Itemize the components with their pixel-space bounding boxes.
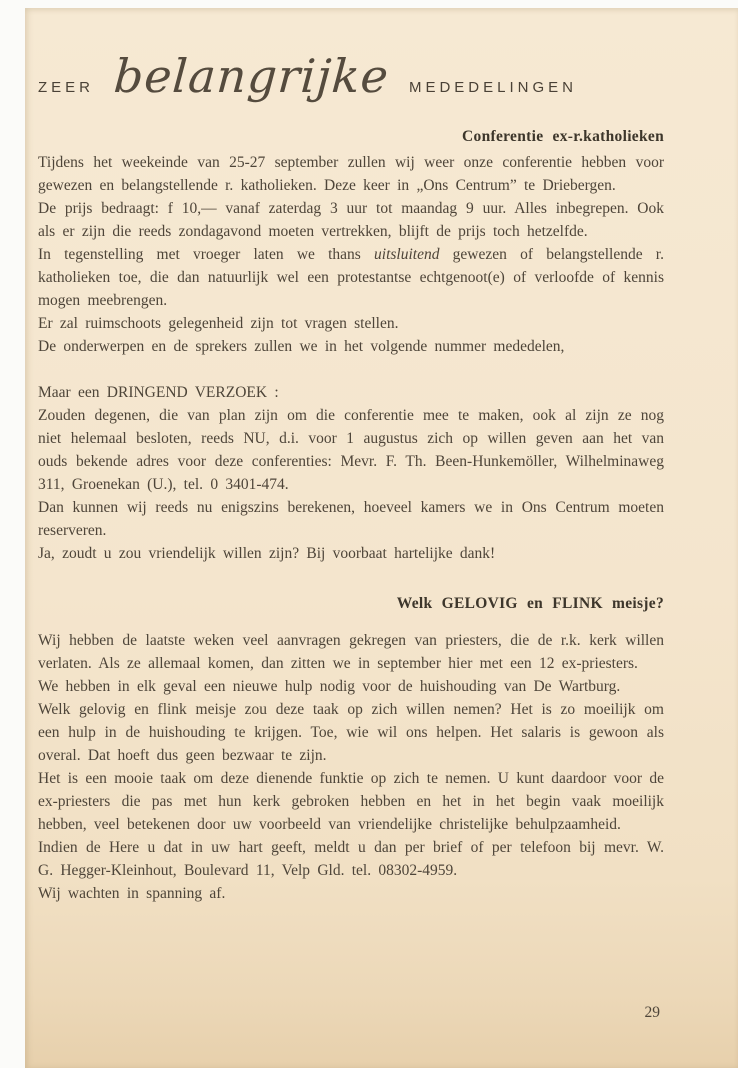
paragraph: De onderwerpen en de sprekers zullen we in het volgende nummer mededelen, xyxy=(38,338,565,355)
paragraph: We hebben in elk geval een nieuwe hulp nodig voor de huishouding van De Wartburg. xyxy=(38,678,621,695)
page-number: 29 xyxy=(644,1004,660,1021)
emphasized-word: uitsluitend xyxy=(374,246,440,263)
paragraph xyxy=(38,243,664,312)
paragraph: Het is een mooie taak om deze dienende funktie op zich te nemen. U kunt daardoor voor de ex-priesters die pas met hun kerk gebroken hebben en het in het begin vaak moeilijk hebben, veel betekenen door uw voorbeeld van vriendelijke christelijke behulpzaamheid. xyxy=(38,770,664,833)
paragraph: Welk gelovig en flink meisje zou deze taak op zich willen nemen? Het is zo moeilijk om een hulp in de huishouding te krijgen. Toe, wie wil ons helpen. Het salaris is gewoon als overal. Dat hoeft dus geen bezwaar te zijn. xyxy=(38,701,664,764)
paragraph: Indien de Here u dat in uw hart geeft, meldt u dan per brief of per telefoon bij mevr. W. G. Hegger-Kleinhout, Boulevard 11, Velp Gld. tel. 08302-4959. xyxy=(38,839,664,879)
page-content xyxy=(25,8,738,905)
paragraph: Wij wachten in spanning af. xyxy=(38,885,226,902)
paragraph: Dan kunnen wij reeds nu enigszins berekenen, hoeveel kamers we in Ons Centrum moeten reserveren. xyxy=(38,499,664,539)
page-title xyxy=(38,50,664,102)
paragraph-dringend-verzoek: Maar een DRINGEND VERZOEK : xyxy=(38,384,279,401)
magazine-page xyxy=(25,8,738,1068)
section-conferentie xyxy=(38,128,664,565)
paragraph: De prijs bedraagt: f 10,— vanaf zaterdag 3 uur tot maandag 9 uur. Alles inbegrepen. Ook als er zijn die reeds zondagavond moeten vertrekken, blijft de prijs toch hetzelfde. xyxy=(38,200,664,240)
section-heading-meisje: Welk GELOVIG en FLINK meisje? xyxy=(396,595,664,612)
paragraph: Ja, zoudt u zou vriendelijk willen zijn? Bij voorbaat hartelijke dank! xyxy=(38,545,496,562)
section-heading-conferentie: Conferentie ex-r.katholieken xyxy=(462,128,664,145)
paragraph: Tijdens het weekeinde van 25-27 september zullen wij weer onze conferentie hebben voor gewezen en belangstellende r. katholieken. Deze keer in „Ons Centrum” te Driebergen. xyxy=(38,154,664,194)
title-word-belangrijke: belangrijke xyxy=(112,49,391,103)
paragraph: Er zal ruimschoots gelegenheid zijn tot vragen stellen. xyxy=(38,315,399,332)
title-word-zeer: ZEER xyxy=(38,79,95,96)
section-meisje xyxy=(38,595,664,905)
paragraph: Zouden degenen, die van plan zijn om die conferentie mee te maken, ook al zijn ze nog niet helemaal besloten, reeds NU, d.i. voor 1 augustus zich op willen geven aan het van ouds bekende adres voor deze conferenties: Mevr. F. Th. Been-Hunkemöller, Wilhelminaweg 311, Groenekan (U.), tel. 0 3401-474. xyxy=(38,407,664,493)
paragraph-text: In tegenstelling met vroeger laten we thans xyxy=(38,246,375,263)
paragraph: Wij hebben de laatste weken veel aanvragen gekregen van priesters, die de r.k. kerk willen verlaten. Als ze allemaal komen, dan zitten we in september hier met een 12 ex-priesters. xyxy=(38,632,664,672)
paragraph-text: gewezen of belangstellende r. katholieken toe, die dan natuurlijk wel een protestantse echtgenoot(e) of verloofde of kennis mogen meebrengen. xyxy=(38,246,664,309)
title-word-mededelingen: MEDEDELINGEN xyxy=(408,79,577,96)
